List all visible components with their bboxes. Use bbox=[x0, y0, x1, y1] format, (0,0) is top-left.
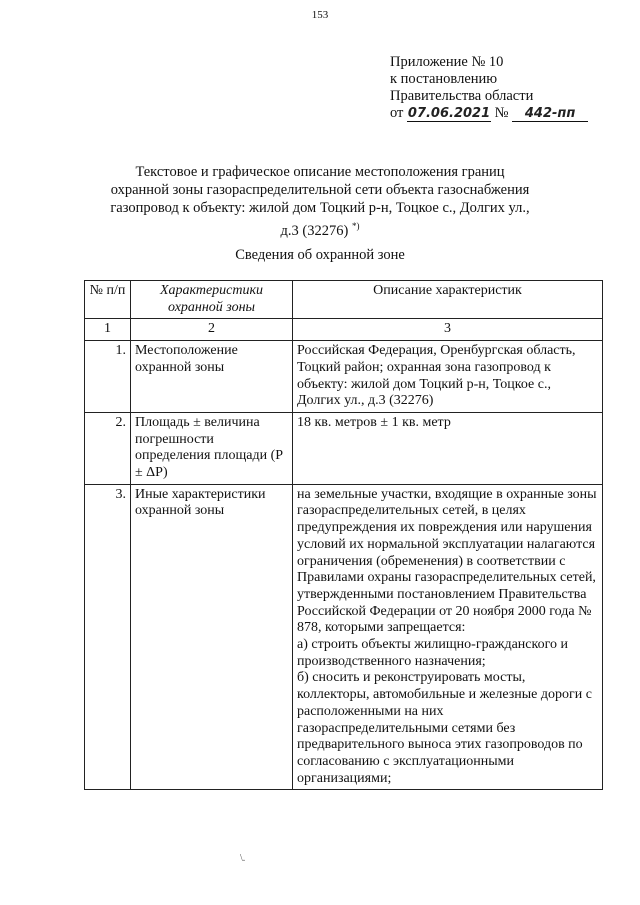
appendix-line-1: Приложение № 10 bbox=[390, 54, 504, 70]
restriction-item-b: б) сносить и реконструировать мосты, коллекторы, автомобильные и железные дороги с расположенными на них газораспределительными сетями без предварительного выноса этих газопроводов по согласованию с эксплуатационными организациями; bbox=[297, 670, 592, 786]
appendix-line-3: Правительства области bbox=[390, 88, 534, 104]
date-prefix: от bbox=[390, 105, 404, 121]
appendix-date-line bbox=[390, 105, 588, 122]
table-index-row bbox=[85, 319, 603, 341]
footnote-mark: *) bbox=[351, 221, 360, 231]
row-description: Российская Федерация, Оренбургская область, Тоцкий район; охранная зона газопровод к объекту: жилой дом Тоцкий р-н, Тоцкое с., Долгих ул., д.3 (32276) bbox=[293, 341, 603, 413]
title-line-1: Текстовое и графическое описание местоположения границ bbox=[135, 164, 505, 180]
title-line-2: охранной зоны газораспределительной сети объекта газоснабжения bbox=[110, 182, 530, 198]
appendix-block bbox=[390, 54, 588, 122]
section-subtitle: Сведения об охранной зоне bbox=[235, 247, 405, 263]
table-header-row bbox=[85, 281, 603, 319]
index-cell-2: 2 bbox=[131, 319, 293, 341]
restriction-item-a: а) строить объекты жилищно-гражданского и производственного назначения; bbox=[297, 637, 568, 669]
number-prefix: № bbox=[494, 105, 509, 121]
row-description bbox=[293, 484, 603, 790]
index-cell-3: 3 bbox=[293, 319, 603, 341]
row-description-text: на земельные участки, входящие в охранные зоны газораспределительных сетей, в целях предупреждения их повреждения или нарушения условий их нормальной эксплуатации налагаются ограничения (обременения) в соответствии с Правилами охраны газораспределительных сетей, утвержденными постановлением Правительства Российской Федерации от 20 ноября 2000 года № 878, которыми запрещается: bbox=[297, 486, 597, 636]
page-number: 153 bbox=[311, 9, 329, 21]
table-row bbox=[85, 484, 603, 790]
row-characteristic: Местоположение охранной зоны bbox=[131, 341, 293, 413]
row-description: 18 кв. метров ± 1 кв. метр bbox=[293, 412, 603, 484]
handwritten-date: 07.06.2021 bbox=[407, 106, 491, 121]
table-row bbox=[85, 412, 603, 484]
row-num: 1. bbox=[85, 341, 131, 413]
scan-mark: \. bbox=[240, 853, 246, 864]
handwritten-number: 442-пп bbox=[512, 107, 588, 122]
row-characteristic: Площадь ± величина погрешности определения площади (P ± ΔP) bbox=[131, 412, 293, 484]
document-title bbox=[0, 163, 640, 240]
row-characteristic: Иные характеристики охранной зоны bbox=[131, 484, 293, 790]
title-line-4-text: д.3 (32276) bbox=[280, 222, 349, 239]
header-num: № п/п bbox=[85, 281, 131, 319]
index-cell-1: 1 bbox=[85, 319, 131, 341]
title-line-4 bbox=[0, 217, 640, 240]
title-line-3: газопровод к объекту: жилой дом Тоцкий р-н, Тоцкое с., Долгих ул., bbox=[110, 200, 530, 216]
row-num: 2. bbox=[85, 412, 131, 484]
header-description: Описание характеристик bbox=[293, 281, 603, 319]
header-characteristics: Характеристики охранной зоны bbox=[131, 281, 293, 319]
table-row bbox=[85, 341, 603, 413]
appendix-line-2: к постановлению bbox=[390, 71, 498, 87]
row-num: 3. bbox=[85, 484, 131, 790]
zone-info-table bbox=[84, 280, 603, 790]
